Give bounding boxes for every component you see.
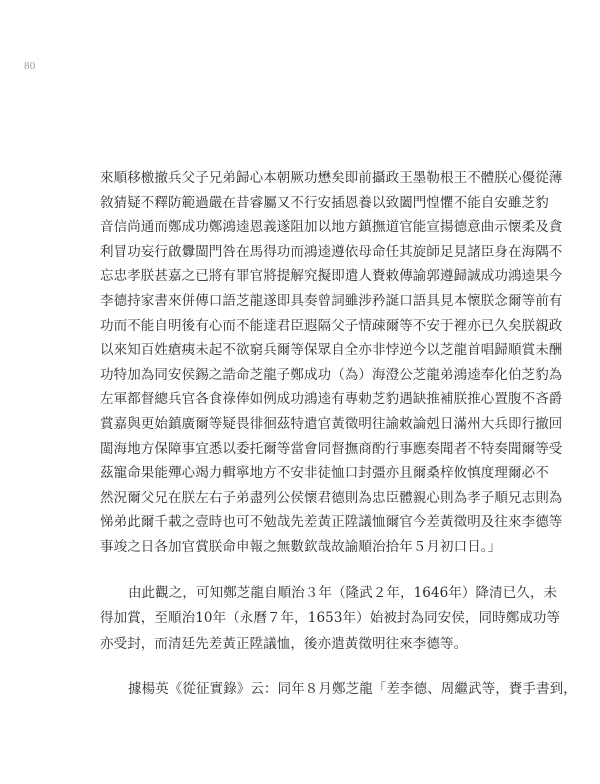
paragraph-line: 據楊英《從征實錄》云：同年８月鄭芝龍「差李德、周繼武等，賚手書到， xyxy=(128,681,577,697)
quote-line: 忘忠孝朕甚嘉之已將有罪官將提解究擬即遣人賚敕傳諭郭遵歸誠成功鴻逵果今 xyxy=(100,268,563,285)
quote-line: 音信尚通而鄭成功鄭鴻逵恩義遂阻加以地方鎮撫道官能宣揚德意曲示懷柔及貪 xyxy=(100,219,563,236)
quote-line: 事竣之日各加官賞朕命申報之無數欽哉故諭順治拾年５月初口日。」 xyxy=(100,538,502,555)
paragraph-line: 亦受封，而清廷先差黃正陞議恤，後亦遣黃徵明往來李德等。 xyxy=(100,635,468,652)
quote-line: 以來知百姓瘡痍未起不欲窮兵爾等保眾自全亦非悖逆今以芝龍首唱歸順賞未酬 xyxy=(100,342,563,359)
quote-line: 閩海地方保障事宜悉以委托爾等當會同督撫商酌行事應奏聞者不特奏聞爾等受 xyxy=(100,440,563,457)
quote-line: 左軍都督總兵官各食祿俸如例成功鴻逵有專勅芝豹遇缺推補朕推心置腹不吝爵 xyxy=(100,391,563,408)
paragraph-citation xyxy=(100,677,577,703)
paragraph-analysis xyxy=(100,581,561,658)
quote-line: 悌弟此爾千載之壹時也可不勉哉先差黃正陞議恤爾官今差黃徵明及往來李德等 xyxy=(100,514,563,531)
quoted-edict-block xyxy=(100,166,563,560)
document-body xyxy=(100,166,577,703)
quote-line: 功特加為同安侯錫之誥命芝龍子鄭成功（為）海澄公芝龍弟鴻逵奉化伯芝豹為 xyxy=(100,366,563,383)
page-number: 80 xyxy=(24,60,36,72)
quote-line: 利冒功妄行啟釁閩門咎在馬得功而鴻逵遵依母命任其旋師足見諸臣身在海隅不 xyxy=(100,243,563,260)
quote-line: 李德持家書來併傳口語芝龍遂即具奏曾詞雖涉矜誕口語具見本懷朕念爾等前有 xyxy=(100,292,563,309)
paragraph-line: 得加賞，至順治10年（永曆７年，1653年）始被封為同安侯，同時鄭成功等 xyxy=(100,610,561,626)
quote-line: 功而不能自明後有心而不能達君臣遐隔父子情疎爾等不安于裡亦已久矣朕親政 xyxy=(100,317,563,334)
quote-line: 來順移檄撤兵父子兄弟歸心本朝厥功懋矣即前攝政王墨勒根王不體朕心優從薄 xyxy=(100,170,563,186)
quote-line: 然況爾父兄在朕左右子弟盡列公侯懷君德則為忠臣體親心則為孝子順兄志則為 xyxy=(100,489,563,506)
quote-line: 茲寵命果能殫心竭力輯寧地方不安非徒恤口封彊亦且爾桑梓攸慎度理爾必不 xyxy=(100,465,549,482)
quote-line: 賞嘉與更始鎮廣爾等疑畏徘徊茲特遣官黃徵明往諭敕論剋日滿州大兵即行撤回 xyxy=(100,415,563,432)
quote-line: 敘猜疑不釋防範過嚴在昔睿屬又不行安插恩養以致闔門惶懼不能自安雖芝豹 xyxy=(100,194,549,211)
paragraph-line: 由此觀之，可知鄭芝龍自順治３年（隆武２年，1646年）降清已久，未 xyxy=(128,584,558,601)
